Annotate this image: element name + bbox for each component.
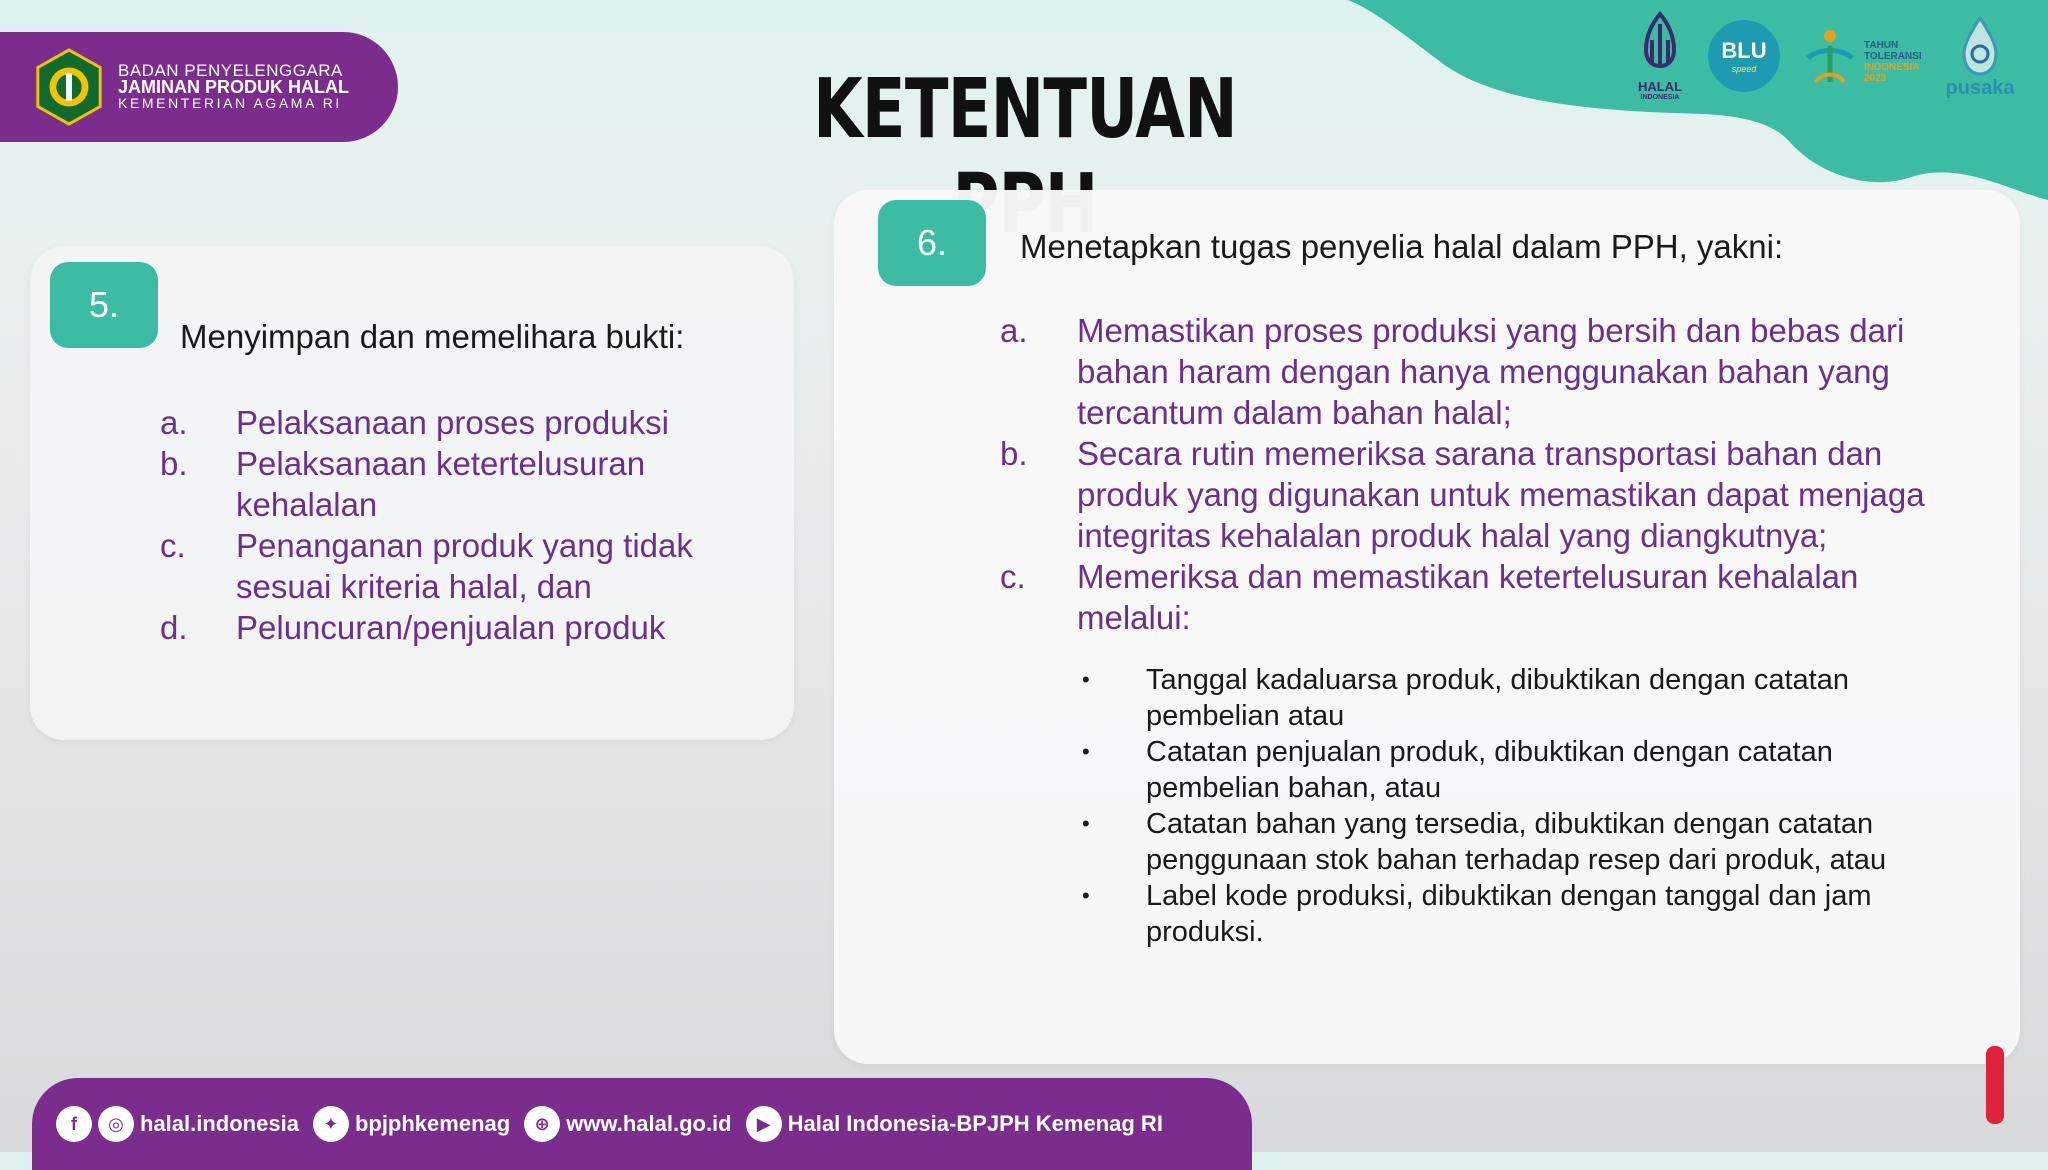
red-cursor-mark [1986, 1046, 2004, 1124]
partner-logos [1620, 10, 2020, 110]
bullet-dot-icon: • [1082, 883, 1090, 908]
blu-logo [1708, 20, 1780, 92]
social-halal-indonesia[interactable] [56, 1106, 299, 1142]
social-handle: Halal Indonesia-BPJPH Kemenag RI [787, 1111, 1163, 1136]
org-name-line2: JAMINAN PRODUK HALAL [118, 77, 349, 97]
globe-icon: ⊕ [524, 1106, 560, 1142]
section-6-list [1000, 310, 1980, 638]
list-marker: d. [160, 609, 188, 646]
blu-logo-subtext: speed [1731, 64, 1757, 74]
bullet-dot-icon: • [1082, 739, 1090, 764]
list-marker: c. [1000, 558, 1026, 595]
toleransi-logo [1802, 22, 1932, 102]
kemenag-emblem-icon [30, 48, 108, 126]
social-footer [32, 1078, 1252, 1170]
list-item [1000, 433, 1980, 556]
list-item-text: Pelaksanaan ketertelusuran kehalalan [236, 445, 646, 523]
halal-mark-icon [1632, 10, 1688, 80]
list-marker: c. [160, 527, 186, 564]
toleransi-line4: 2023 [1864, 73, 1887, 84]
bullet-text: Tanggal kadaluarsa produk, dibuktikan dengan catatan pembelian atau [1146, 664, 1849, 732]
list-item-text: Memeriksa dan memastikan ketertelusuran kehalalan melalui: [1077, 558, 1859, 636]
toleransi-line1: TAHUN [1864, 40, 1899, 51]
bullet-item [1082, 878, 1942, 950]
bullet-dot-icon: • [1082, 811, 1090, 836]
org-header-pill [0, 32, 398, 142]
list-item [1000, 556, 1980, 638]
social-handle: bpjphkemenag [354, 1111, 511, 1136]
halal-logo [1630, 10, 1690, 101]
pusaka-logo-text: pusaka [1945, 77, 2015, 99]
list-item-text: Secara rutin memeriksa sarana transportasi bahan dan produk yang digunakan untuk memastikan dapat menjaga integritas kehalalan produk halal yang diangkutnya; [1077, 435, 1925, 554]
social-twitter[interactable] [313, 1106, 510, 1142]
list-marker: a. [1000, 312, 1028, 349]
list-item-text: Penanganan produk yang tidak sesuai kriteria halal, dan [236, 527, 693, 605]
social-handle: halal.indonesia [140, 1111, 299, 1136]
section-5-intro: Menyimpan dan memelihara bukti: [180, 318, 685, 355]
bullet-item [1082, 734, 1942, 806]
section-6-intro: Menetapkan tugas penyelia halal dalam PPH, yakni: [1020, 228, 1784, 265]
bullet-text: Catatan bahan yang tersedia, dibuktikan dengan catatan penggunaan stok bahan terhadap resep dari produk, atau [1146, 808, 1887, 876]
page-title: KETENTUAN [813, 62, 1237, 157]
bullet-item [1082, 662, 1942, 734]
instagram-icon: ◎ [98, 1106, 134, 1142]
halal-logo-text: HALAL [1637, 79, 1683, 94]
toleransi-line3: INDONESIA [1864, 62, 1920, 73]
list-item-text: Peluncuran/penjualan produk [236, 609, 666, 646]
bullet-text: Catatan penjualan produk, dibuktikan dengan catatan pembelian bahan, atau [1146, 736, 1833, 804]
section-5-number: 5. [50, 262, 158, 348]
pusaka-logo [1940, 16, 2020, 100]
youtube-icon: ▶ [746, 1106, 782, 1142]
list-item-text: Pelaksanaan proses produksi [236, 404, 669, 441]
bullet-dot-icon: • [1082, 667, 1090, 692]
list-item [1000, 310, 1980, 433]
facebook-icon: f [56, 1106, 92, 1142]
halal-logo-subtext: INDONESIA [1640, 94, 1680, 101]
social-handle: www.halal.go.id [566, 1111, 732, 1136]
list-item [160, 443, 760, 525]
section-6-number: 6. [878, 200, 986, 286]
bullet-item [1082, 806, 1942, 878]
social-youtube[interactable] [746, 1106, 1163, 1142]
social-website[interactable] [524, 1106, 731, 1142]
list-marker: a. [160, 404, 188, 441]
bullet-text: Label kode produksi, dibuktikan dengan tanggal dan jam produksi. [1146, 880, 1872, 948]
toleransi-line2: TOLERANSI [1864, 51, 1922, 62]
list-item [160, 607, 760, 648]
toleransi-figure-icon [1802, 22, 1858, 94]
org-name-line1: BADAN PENYELENGGARA [118, 61, 343, 80]
list-marker: b. [160, 445, 188, 482]
blu-logo-text: BLU [1721, 38, 1767, 63]
section-5-list [160, 402, 760, 648]
org-name-line3: KEMENTERIAN AGAMA RI [118, 95, 342, 111]
pusaka-drop-icon [1958, 16, 2002, 78]
twitter-icon: ✦ [313, 1106, 349, 1142]
section-6-bullets [1082, 662, 1942, 950]
list-marker: b. [1000, 435, 1028, 472]
list-item [160, 402, 760, 443]
list-item [160, 525, 760, 607]
list-item-text: Memastikan proses produksi yang bersih dan bebas dari bahan haram dengan hanya menggunakan bahan yang tercantum dalam bahan halal; [1077, 312, 1905, 431]
